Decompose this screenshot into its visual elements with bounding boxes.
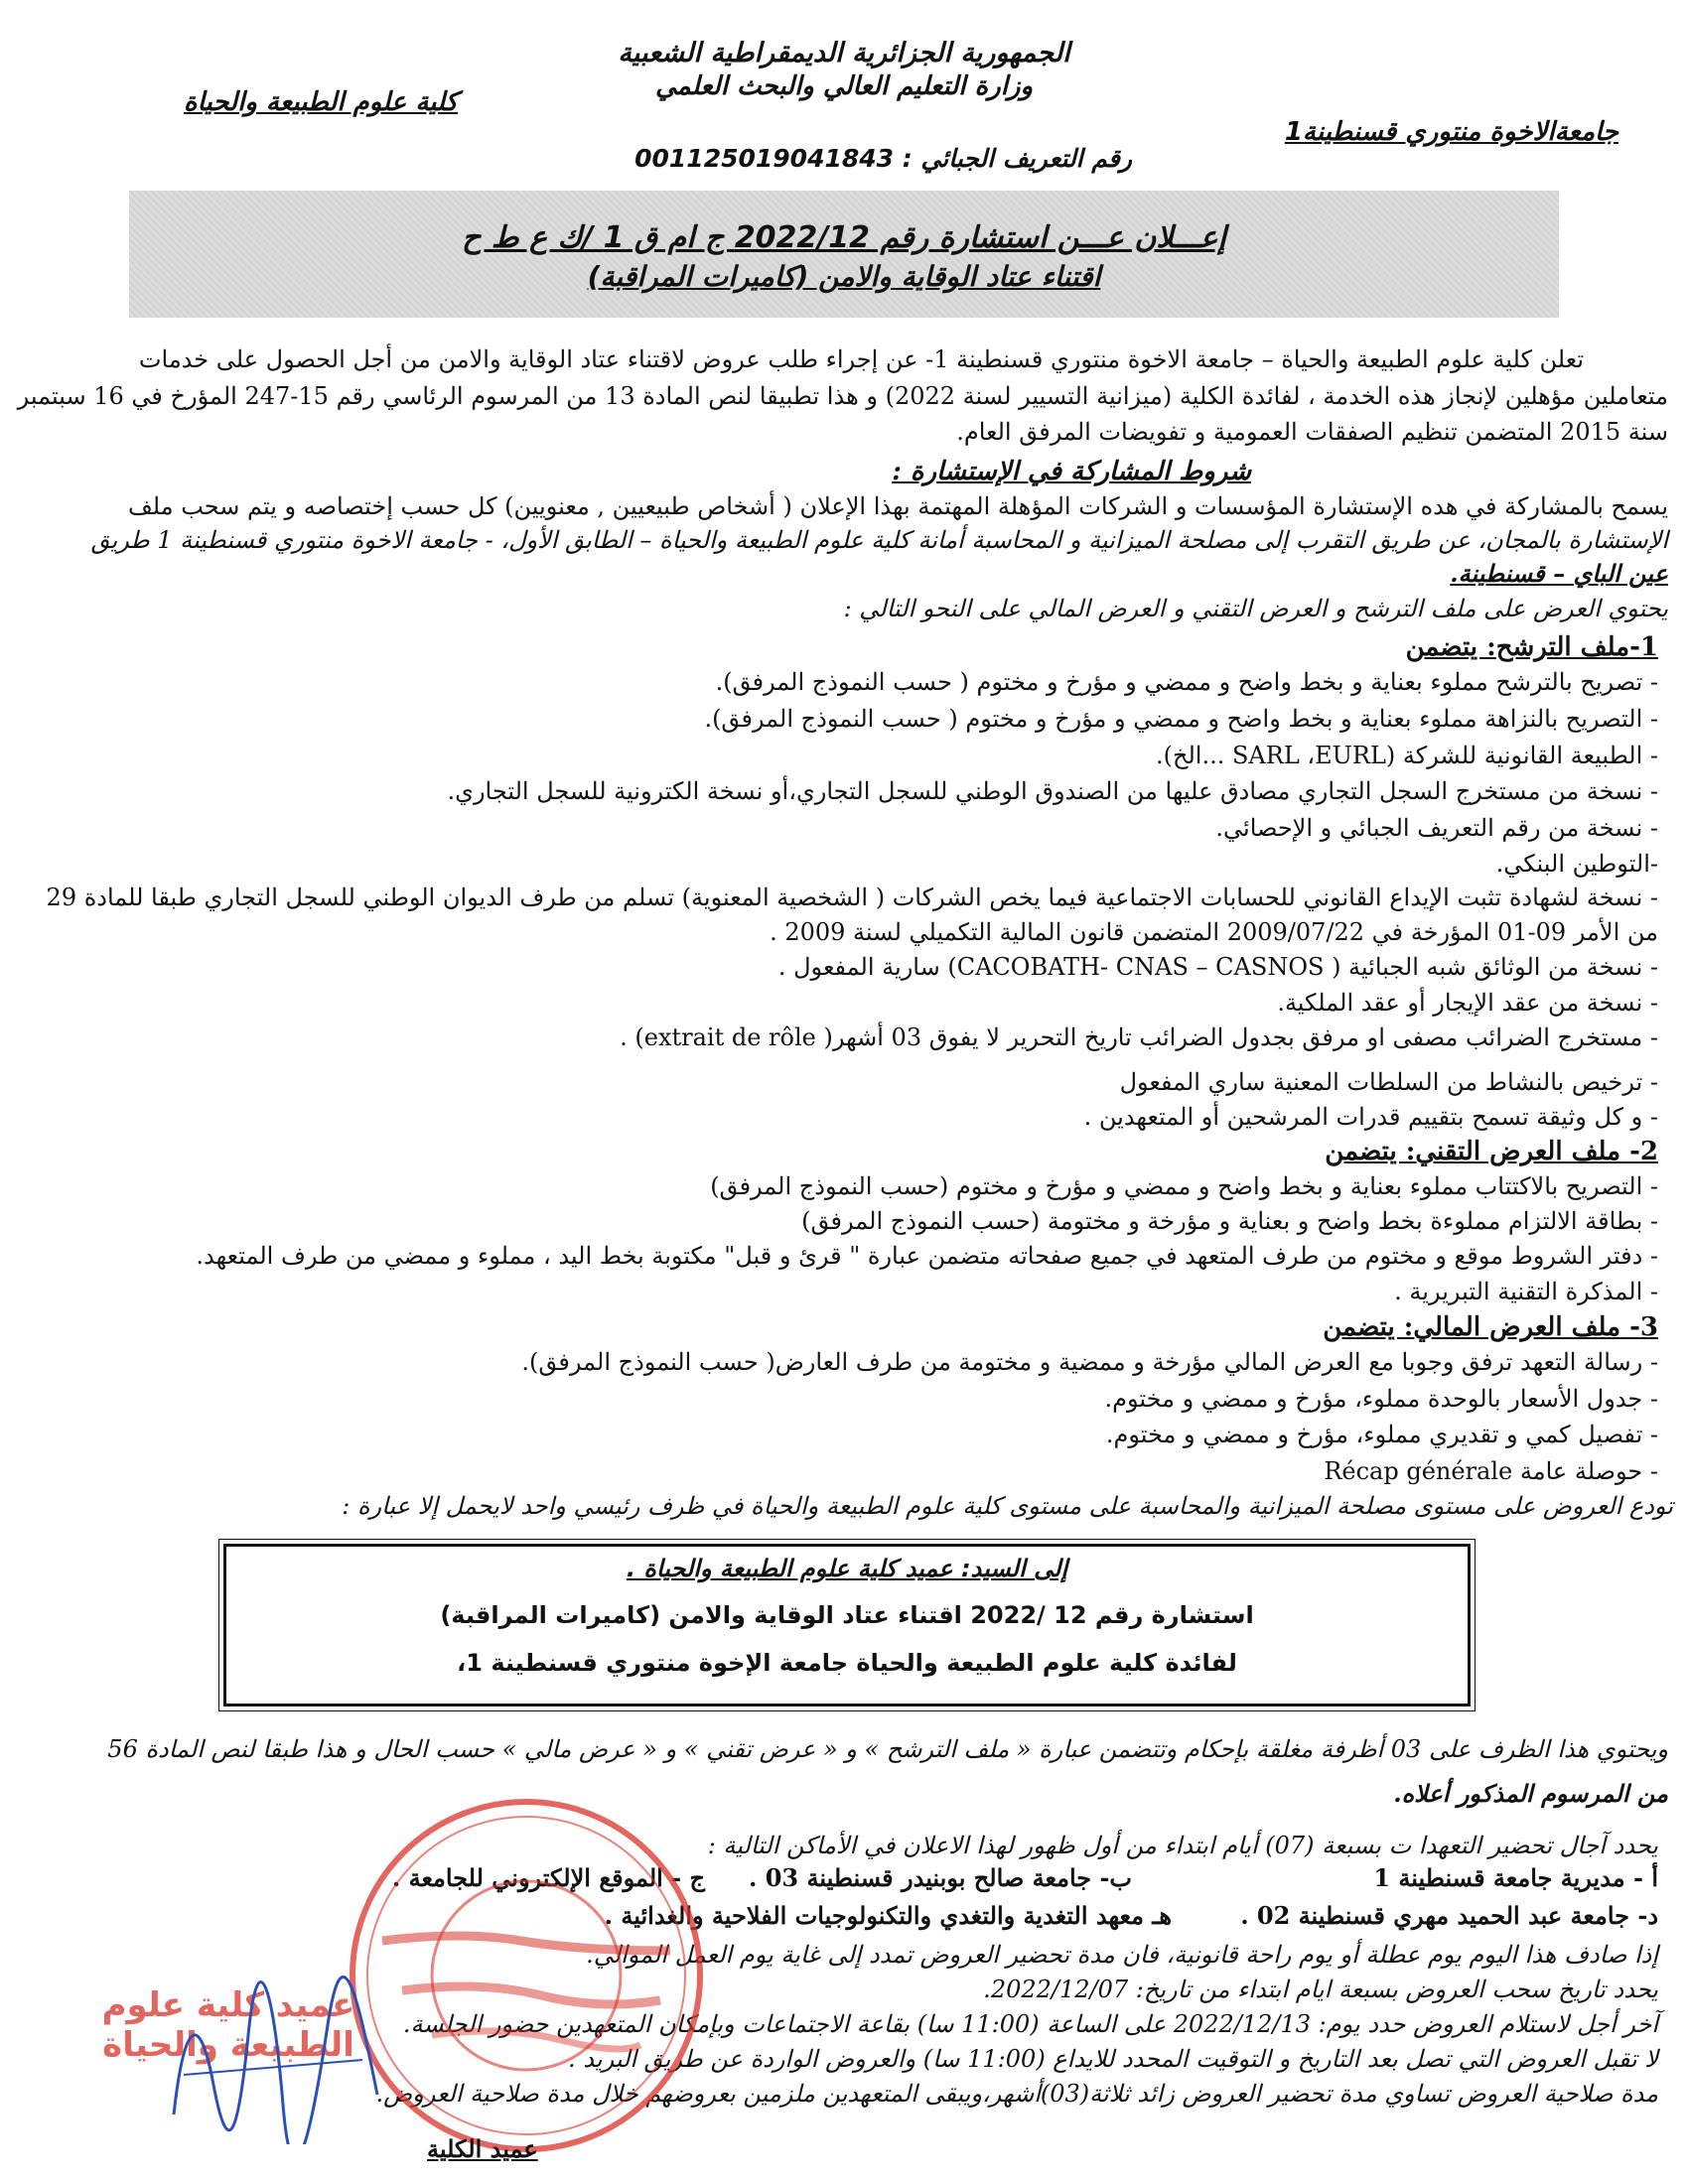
publication-intro: يحدد آجال تحضير التعهدا ت بسبعة (07) أيام ابتداء من أول ظهور لهذا الاعلان في الأماكن التالية : xyxy=(707,1832,1658,1859)
section1-item-4: - نسخة من مستخرج السجل التجاري مصادق عليها من الصندوق الوطني للسجل التجاري،أو نسخة الكترونية للسجل التجاري. xyxy=(447,777,1658,805)
official-seal xyxy=(343,1792,710,2159)
conditions-line-4: يحتوي العرض على ملف الترشح و العرض التقني و العرض المالي على النحو التالي : xyxy=(843,595,1668,622)
envelope-subject: استشارة رقم 12 /2022 اقتناء عتاد الوقاية والامن (كاميرات المراقبة) xyxy=(440,1601,1254,1629)
conditions-line-2: الإستشارة بالمجان، عن طريق التقرب إلى مصلحة الميزانية و المحاسبة أمانة كلية علوم الطبيعة والحياة – الطابق الأول، - جامعة الاخوة منتوري قسنطينة 1 طريق xyxy=(90,526,1668,554)
envelope-recipient: إلى السيد: عميد كلية علوم الطبيعة والحياة . xyxy=(626,1555,1068,1582)
conditions-line-1: يسمح بالمشاركة في هده الإستشارة المؤسسات و الشركات المؤهلة المهتمة بهذا الإعلان ( أشخاص طبيعيين , معنويين) كل حسب إختصاصه و يتم سحب ملف xyxy=(127,492,1668,520)
section1-item-7: - نسخة لشهادة تثبت الإيداع القانوني للحسابات الاجتماعية فيما يخص الشركات ( الشخصية المعنوية) تسلم من طرف الديوان الوطني للسجل التجاري طبقا للمادة 29 xyxy=(46,884,1658,911)
section1-item-8: - نسخة من الوثائق شبه الجبائية ( CACOBATH- CNAS – CASNOS) سارية المفعول . xyxy=(777,953,1658,981)
envelope-note-line-1: ويحتوي هذا الظرف على 03 أظرفة مغلقة بإحكام وتتضمن عبارة « ملف الترشح » و « عرض تقني » و « عرض مالي » حسب الحال و هذا طبقا لنص المادة 56 xyxy=(107,1735,1668,1763)
section1-item-10: - مستخرج الضرائب مصفى او مرفق بجدول الضرائب تاريخ التحرير لا يفوق 03 أشهر( extrait de rôle) . xyxy=(620,1024,1658,1051)
publication-note-5: مدة صلاحية العروض تساوي مدة تحضير العروض زائد ثلاثة(03)أشهر،ويبقى المتعهدين ملزمين بعروضهم خلال مدة صلاحية العروض. xyxy=(375,2080,1658,2108)
publication-note-2: يحدد تاريخ سحب العروض بسبعة ايام ابتداء من تاريخ: 2022/12/07. xyxy=(983,1976,1658,2003)
section1-item-6: -التوطين البنكي. xyxy=(1495,850,1658,878)
handwritten-signature xyxy=(154,1966,392,2144)
section1-item-5: - نسخة من رقم التعريف الجبائي و الإحصائي. xyxy=(1215,814,1658,842)
section1-heading: 1-ملف الترشح: يتضمن xyxy=(1405,632,1658,662)
tax-id: رقم التعريف الجبائي : 001125019041843 xyxy=(634,144,1132,173)
section1-item-11: - ترخيص بالنشاط من السلطات المعنية ساري المفعول xyxy=(1119,1068,1658,1096)
section3-item-3: - تفصيل كمي و تقديري مملوء، مؤرخ و ممضي و مختوم. xyxy=(1105,1421,1658,1448)
republic-header: الجمهورية الجزائرية الديمقراطية الشعبية xyxy=(618,38,1070,68)
conditions-line-3: عين الباي – قسنطينة. xyxy=(1450,559,1668,588)
envelope-label-box xyxy=(223,1544,1471,1706)
publication-note-3: آخر أجل لاستلام العروض حدد يوم: 2022/12/13 على الساعة (11:00 سا) بقاعة الاجتماعات وبإمكان المتعهدين حضور الجلسة. xyxy=(402,2010,1658,2038)
seal-text: عميد كلية علوم الطبيعة والحياة xyxy=(101,1985,355,2065)
dean-signature-label: عميد الكلية xyxy=(427,2134,538,2163)
section2-item-3: - دفتر الشروط موقع و مختوم من طرف المتعهد في جميع صفحاته متضمن عبارة " قرئ و قبل" مكتوبة بخط اليد ، مملوء و ممضي من طرف المتعهد. xyxy=(196,1242,1658,1270)
section2-item-4: - المذكرة التقنية التبريرية . xyxy=(1394,1278,1658,1305)
section3-item-1: - رسالة التعهد ترفق وجوبا مع العرض المالي مؤرخة و ممضية و مختومة من طرف العارض( حسب النموذج المرفق). xyxy=(521,1348,1658,1376)
university-name: جامعةالاخوة منتوري قسنطينة1 xyxy=(1284,117,1618,147)
envelope-note-line-2: من المرسوم المذكور أعلاه. xyxy=(1393,1779,1668,1808)
section2-heading: 2- ملف العرض التقني: يتضمن xyxy=(1325,1137,1658,1166)
section1-item-12: - و كل وثيقة تسمح بتقييم قدرات المرشحين أو المتعهدين . xyxy=(1083,1103,1658,1131)
publication-place-d: د- جامعة عبد الحميد مهري قسنطينة 02 . xyxy=(1240,1901,1658,1930)
section3-item-2: - جدول الأسعار بالوحدة مملوء، مؤرخ و ممضي و مختوم. xyxy=(1104,1385,1658,1413)
section2-item-2: - بطاقة الالتزام مملوءة بخط واضح و بعناية و مؤرخة و مختومة (حسب النموذج المرفق) xyxy=(801,1207,1658,1235)
section1-item-2: - التصريح بالنزاهة مملوء بعناية و بخط واضح و ممضي و مؤرخ و مختوم ( حسب النموذج المرفق). xyxy=(704,705,1658,733)
section1-item-1: - تصريح بالترشح مملوء بعناية و بخط واضح و ممضي و مؤرخ و مختوم ( حسب النموذج المرفق). xyxy=(715,668,1658,696)
section1-item-7-cont: من الأمر 09-01 المؤرخة في 2009/07/22 المتضمن قانون المالية التكميلي لسنة 2009 . xyxy=(770,918,1658,946)
intro-line-2: متعاملين مؤهلين لإنجاز هذه الخدمة ، لفائدة الكلية (ميزانية التسيير لسنة 2022) و هذا تطبيقا لنص المادة 13 من المرسوم الرئاسي رقم 15-247 المؤرخ في 16 سبتمبر xyxy=(17,382,1668,410)
section1-item-3: - الطبيعة القانونية للشركة (SARL ،EURL ...الخ). xyxy=(1156,742,1658,769)
intro-line-3: سنة 2015 المتضمن تنظيم الصفقات العمومية و تفويضات المرفق العام. xyxy=(956,418,1668,446)
publication-place-a: أ - مديرية جامعة قسنطينة 1 xyxy=(1373,1863,1658,1892)
section1-item-9: - نسخة من عقد الإيجار أو عقد الملكية. xyxy=(1277,989,1658,1017)
publication-note-1: إذا صادف هذا اليوم يوم عطلة أو يوم راحة قانونية، فان مدة تحضير العروض تمدد إلى غاية يوم العمل الموالي. xyxy=(586,1941,1658,1969)
publication-place-e: هـ معهد التغدية والتغدي والتكنولوجيات الفلاحية والغدائية . xyxy=(604,1901,1172,1930)
section2-item-1: - التصريح بالاكتتاب مملوء بعناية و بخط واضح و ممضي و مؤرخ و مختوم (حسب النموذج المرفق) xyxy=(710,1172,1658,1200)
section3-item-4: - حوصلة عامة Récap générale xyxy=(1324,1457,1658,1485)
section3-heading: 3- ملف العرض المالي: يتضمن xyxy=(1323,1312,1658,1342)
publication-place-c: ج - الموقع الإلكتروني للجامعة . xyxy=(391,1863,705,1892)
faculty-name: كلية علوم الطبيعة والحياة xyxy=(184,87,459,117)
ministry-header: وزارة التعليم العالي والبحث العلمي xyxy=(654,71,1034,101)
publication-place-b: ب- جامعة صالح بوبنيدر قسنطينة 03 . xyxy=(749,1863,1132,1892)
publication-note-4: لا تقبل العروض التي تصل بعد التاريخ و التوقيت المحدد للايداع (11:00 سا) والعروض الواردة عن طريق البريد . xyxy=(568,2045,1658,2073)
envelope-beneficiary: لفائدة كلية علوم الطبيعة والحياة جامعة الإخوة منتوري قسنطينة 1، xyxy=(457,1649,1237,1677)
deposit-note: تودع العروض على مستوى مصلحة الميزانية والمحاسبة على مستوى كلية علوم الطبيعة والحياة في ظرف رئيسي واحد لايحمل إلا عبارة : xyxy=(342,1492,1673,1520)
intro-line-1: تعلن كلية علوم الطبيعة والحياة – جامعة الاخوة منتوري قسنطينة 1- عن إجراء طلب عروض لاقتناء عتاد الوقاية والامن من أجل الحصول على خدمات xyxy=(138,345,1584,373)
conditions-heading: شروط المشاركة في الإستشارة : xyxy=(892,457,1251,486)
announcement-subject: اقتناء عتاد الوقاية والامن (كاميرات المراقبة) xyxy=(587,260,1101,293)
title-box xyxy=(129,191,1559,318)
announcement-title: إعـــلان عـــن استشارة رقم 2022/12 ج ام ق 1 /ك ع ط ح xyxy=(462,220,1226,255)
